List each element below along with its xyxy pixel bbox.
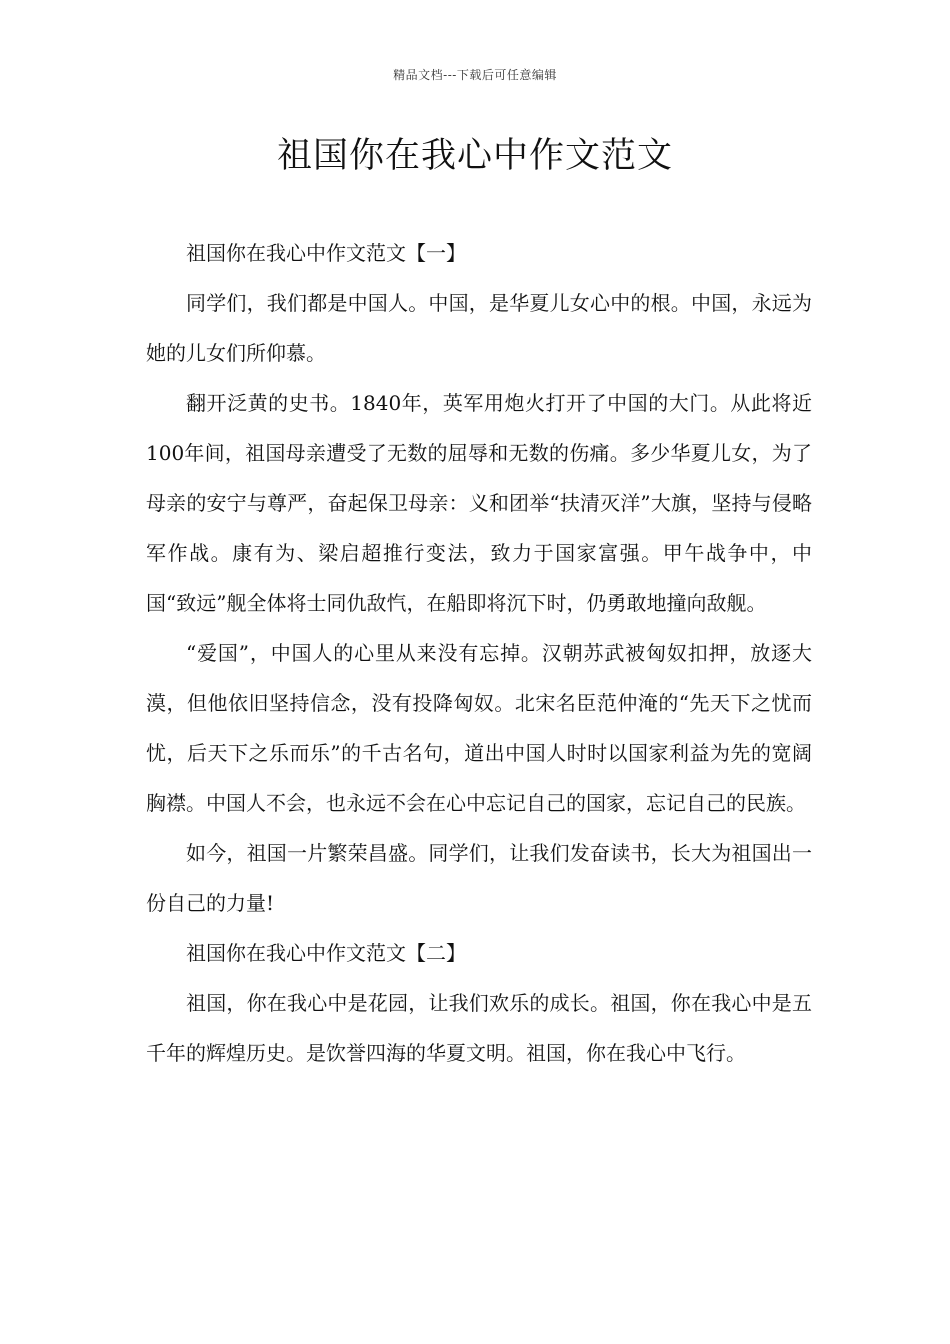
document-body [146, 228, 812, 1078]
paragraph-history: 翻开泛黄的史书。1840年，英军用炮火打开了中国的大门。从此将近100年间，祖国母亲遭受了无数的屈辱和无数的伤痛。多少华夏儿女，为了母亲的安宁与尊严，奋起保卫母亲：义和团举“扶清灭洋”大旗，坚持与侵略军作战。康有为、梁启超推行变法，致力于国家富强。甲午战争中，中国“致远”舰全体将士同仇敌忾，在船即将沉下时，仍勇敢地撞向敌舰。 [146, 391, 812, 615]
section-heading-1: 祖国你在我心中作文范文【一】 [186, 241, 466, 265]
document-title: 祖国你在我心中作文范文 [276, 136, 673, 176]
paragraph-today: 如今，祖国一片繁荣昌盛。同学们，让我们发奋读书，长大为祖国出一份自己的力量! [146, 841, 812, 915]
header-note: 精品文档---下载后可任意编辑 [393, 68, 557, 82]
section-heading-2: 祖国你在我心中作文范文【二】 [186, 941, 466, 965]
paragraph-garden: 祖国，你在我心中是花园，让我们欢乐的成长。祖国，你在我心中是五千年的辉煌历史。是饮誉四海的华夏文明。祖国，你在我心中飞行。 [146, 991, 812, 1065]
paragraph-intro: 同学们，我们都是中国人。中国，是华夏儿女心中的根。中国，永远为她的儿女们所仰慕。 [146, 291, 812, 365]
paragraph-patriotism: “爱国”，中国人的心里从来没有忘掉。汉朝苏武被匈奴扣押，放逐大漠，但他依旧坚持信念，没有投降匈奴。北宋名臣范仲淹的“先天下之忧而忧，后天下之乐而乐”的千古名句，道出中国人时时以国家利益为先的宽阔胸襟。中国人不会，也永远不会在心中忘记自己的国家，忘记自己的民族。 [146, 641, 812, 815]
